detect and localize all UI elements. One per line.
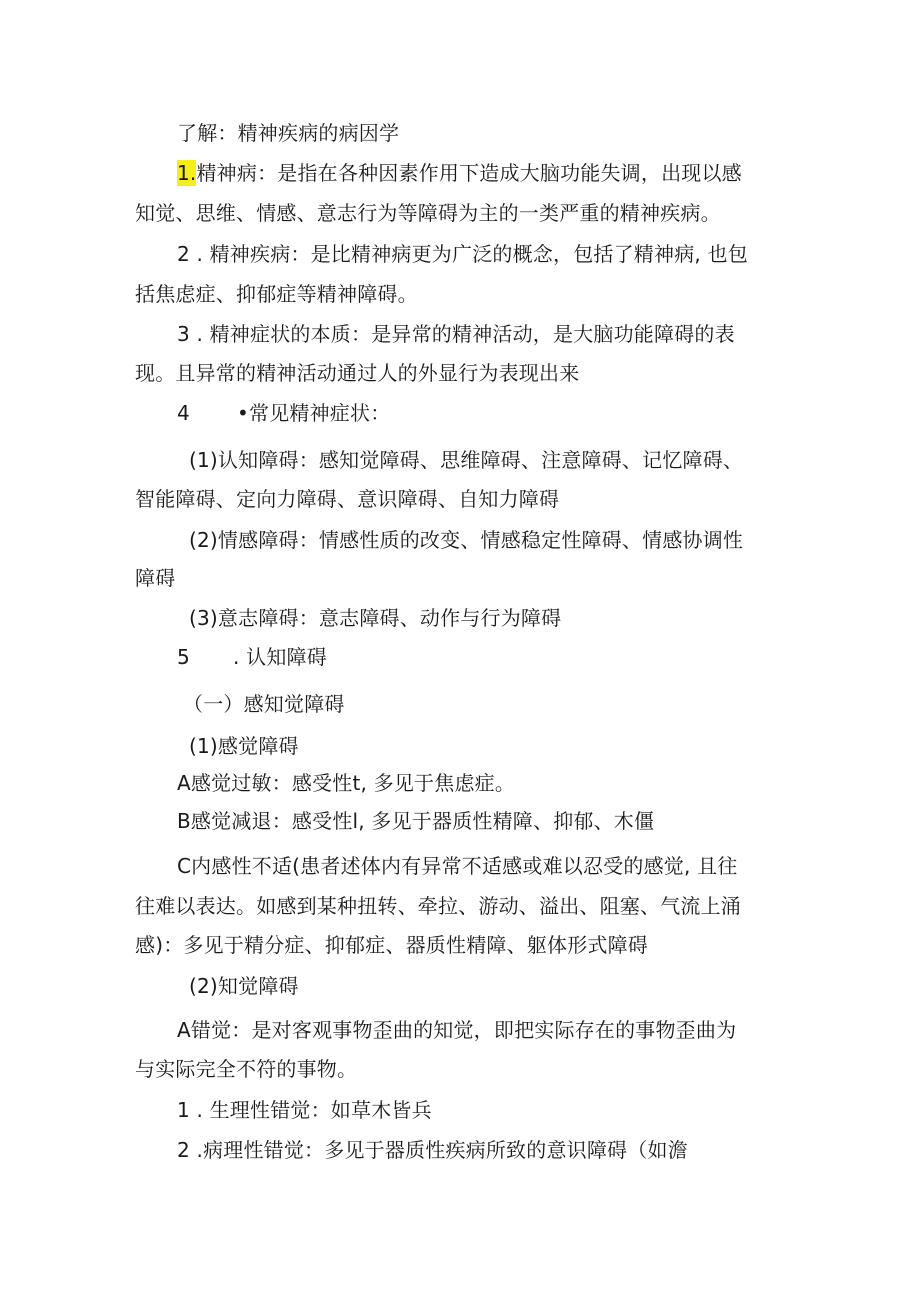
item-a-2-line-1: A错觉：是对客观事物歪曲的知觉，即把实际存在的事物歪曲为 <box>177 1018 737 1042</box>
subsection-1-2: (2)知觉障碍 <box>189 974 299 998</box>
paragraph-3-line-1: 3 . 精神症状的本质：是异常的精神活动，是大脑功能障碍的表 <box>177 322 735 346</box>
heading: 了解：精神疾病的病因学 <box>177 121 400 145</box>
item-b-1: B感觉减退：感受性l, 多见于器质性精障、抑郁、木僵 <box>177 809 655 833</box>
item-4-2-line-1: (2)情感障碍：情感性质的改变、情感稳定性障碍、情感协调性 <box>189 528 744 552</box>
paragraph-4-number: 4 <box>177 401 190 425</box>
item-4-2-line-2: 障碍 <box>135 566 176 590</box>
highlighted-number: 1. <box>177 161 197 185</box>
paragraph-1-line-1 <box>177 160 742 186</box>
paragraph-3-line-2: 现。且异常的精神活动通过人的外显行为表现出来 <box>135 361 580 385</box>
item-c-1-line-2: 往难以表达。如感到某种扭转、牵拉、游动、溢出、阻塞、气流上涌 <box>135 894 741 918</box>
paragraph-1-text: 精神病：是指在各种因素作用下造成大脑功能失调，出现以感 <box>196 161 742 185</box>
paragraph-5-number: 5 <box>177 645 190 669</box>
section-1-heading: （一）感知觉障碍 <box>183 692 345 716</box>
item-a-1: A感觉过敏：感受性t, 多见于焦虑症。 <box>177 771 516 795</box>
item-c-1-line-3: 感)：多见于精分症、抑郁症、器质性精障、躯体形式障碍 <box>135 933 649 957</box>
paragraph-1-line-2: 知觉、思维、情感、意志行为等障碍为主的一类严重的精神疾病。 <box>135 201 721 225</box>
item-4-1-line-2: 智能障碍、定向力障碍、意识障碍、自知力障碍 <box>135 487 560 511</box>
example-2: 2 .病理性错觉：多见于器质性疾病所致的意识障碍（如澹 <box>177 1138 688 1162</box>
item-4-1-line-1: (1)认知障碍：感知觉障碍、思维障碍、注意障碍、记忆障碍、 <box>189 448 744 472</box>
paragraph-4-text: •常见精神症状： <box>237 401 391 425</box>
item-a-2-line-2: 与实际完全不符的事物。 <box>135 1057 358 1081</box>
example-1: 1 . 生理性错觉：如草木皆兵 <box>177 1098 432 1122</box>
subsection-1-1: (1)感觉障碍 <box>189 734 299 758</box>
item-c-1-line-1: C内感性不适(患者述体内有异常不适感或难以忍受的感觉, 且往 <box>177 854 738 878</box>
paragraph-2-line-2: 括焦虑症、抑郁症等精神障碍。 <box>135 282 418 306</box>
paragraph-2-line-1: 2 . 精神疾病：是比精神病更为广泛的概念，包括了精神病, 也包 <box>177 242 748 266</box>
paragraph-5-text: . 认知障碍 <box>233 645 327 669</box>
item-4-3: (3)意志障碍：意志障碍、动作与行为障碍 <box>189 606 562 630</box>
